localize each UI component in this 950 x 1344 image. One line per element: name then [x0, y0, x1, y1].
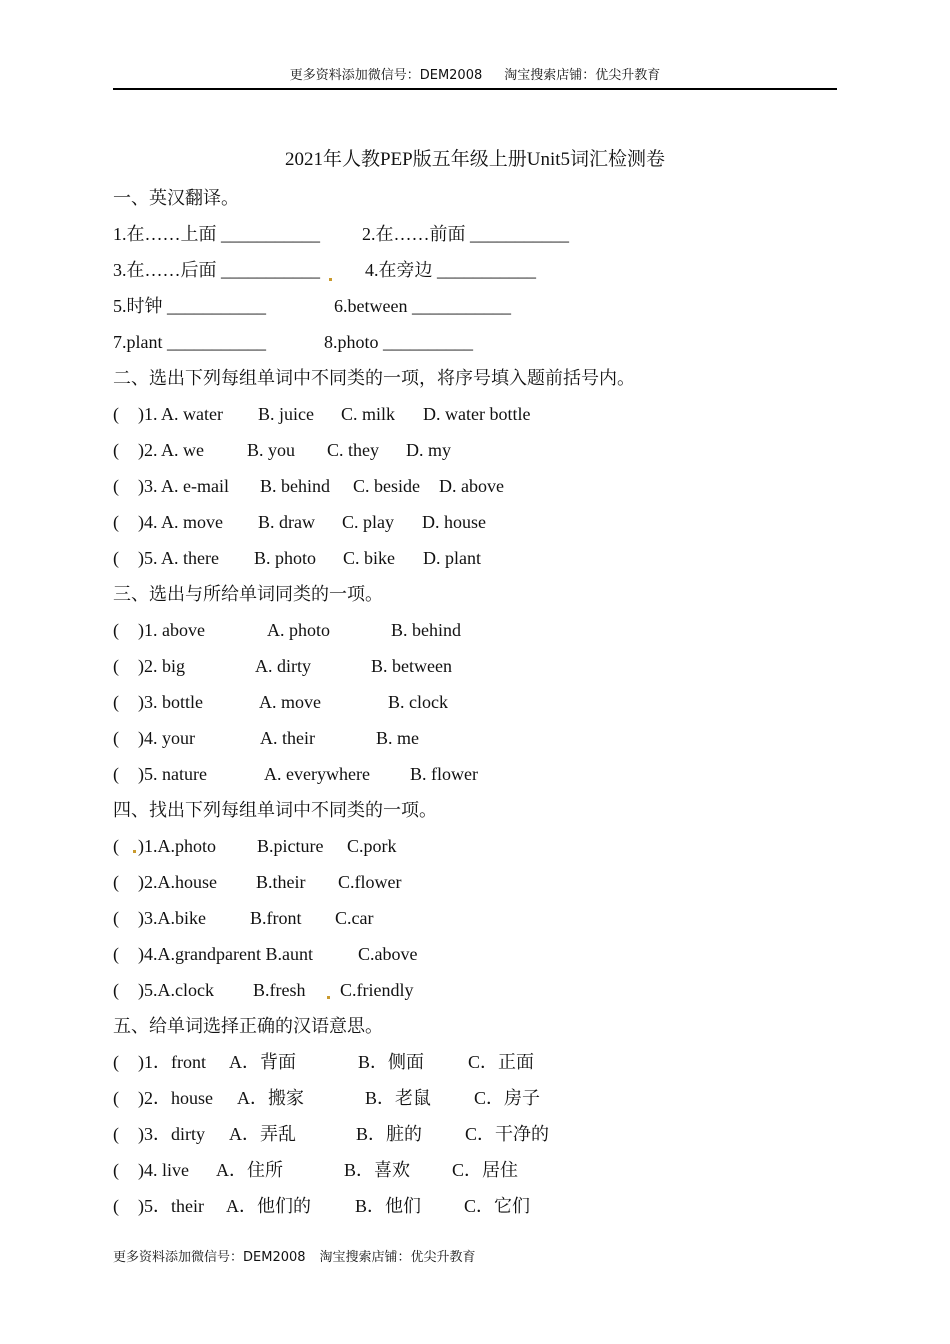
option-b: B. between [371, 656, 452, 676]
question-stem: )5. nature [138, 764, 207, 784]
answer-bracket: ( [113, 908, 119, 928]
option-b: B．老鼠 [365, 1088, 432, 1108]
question-stem: )4. live [138, 1160, 189, 1180]
option-b: B.fresh [253, 980, 306, 1000]
option-d: D. house [422, 512, 486, 532]
option-a: A. their [260, 728, 315, 748]
s1-item: 1.在……上面 ___________ [113, 224, 320, 244]
section-3-heading: 三、选出与所给单词同类的一项。 [113, 584, 383, 604]
option-a: A. everywhere [264, 764, 370, 784]
option-c: C．居住 [452, 1160, 519, 1180]
option-b: B.front [250, 908, 302, 928]
s1-item: 5.时钟 ___________ [113, 296, 266, 316]
s1-row-4 [113, 328, 837, 364]
option-b: B. draw [258, 512, 315, 532]
question-stem: )5. A. there [138, 548, 219, 568]
question-stem: )5.A.clock [138, 980, 214, 1000]
question-stem: )2.A.house [138, 872, 217, 892]
option-d: D. above [439, 476, 504, 496]
worksheet-body [113, 184, 837, 1228]
option-a: A．弄乱 [229, 1124, 296, 1144]
s2-row-5 [113, 544, 837, 580]
s1-item: 4.在旁边 ___________ [365, 260, 536, 280]
s2-row-4 [113, 508, 837, 544]
answer-bracket: ( [113, 692, 119, 712]
option-b: B. you [247, 440, 296, 460]
s5-row-2 [113, 1084, 837, 1120]
option-b: B. clock [388, 692, 448, 712]
option-b: B. me [376, 728, 419, 748]
s3-row-3 [113, 688, 837, 724]
question-stem: )4.A.grandparent B.aunt [138, 944, 313, 964]
s5-row-1 [113, 1048, 837, 1084]
s3-row-5 [113, 760, 837, 796]
ink-speck [329, 278, 332, 281]
header-wechat: 更多资料添加微信号：DEM2008 [289, 68, 483, 83]
option-c: C．房子 [474, 1088, 541, 1108]
answer-bracket: ( [113, 548, 119, 568]
answer-bracket: ( [113, 872, 119, 892]
option-c: C. play [342, 512, 394, 532]
answer-bracket: ( [113, 836, 119, 856]
s3-row-4 [113, 724, 837, 760]
answer-bracket: ( [113, 980, 119, 1000]
option-c: C. milk [341, 404, 396, 424]
answer-bracket: ( [113, 1088, 119, 1108]
s4-row-3 [113, 904, 837, 940]
option-a: A．他们的 [226, 1196, 311, 1216]
footer-wechat: 更多资料添加微信号：DEM2008 [113, 1250, 306, 1265]
answer-bracket: ( [113, 512, 119, 532]
question-stem: )1.A.photo [138, 836, 216, 856]
answer-bracket: ( [113, 944, 119, 964]
answer-bracket: ( [113, 1124, 119, 1144]
footer-shop: 淘宝搜索店铺：优尖升教育 [319, 1250, 476, 1265]
s2-row-1 [113, 400, 837, 436]
question-stem: )3. bottle [138, 692, 203, 712]
ink-speck [327, 996, 330, 999]
section-5-heading: 五、给单词选择正确的汉语意思。 [113, 1016, 383, 1036]
s4-row-5 [113, 976, 837, 1012]
option-c: C.friendly [340, 980, 414, 1000]
option-b: B．他们 [355, 1196, 422, 1216]
s3-row-2 [113, 652, 837, 688]
s1-item: 2.在……前面 ___________ [362, 224, 569, 244]
option-b: B. photo [254, 548, 317, 568]
option-c: C.flower [338, 872, 402, 892]
option-a: A．搬家 [237, 1088, 304, 1108]
section-2-heading: 二、选出下列每组单词中不同类的一项，将序号填入题前括号内。 [113, 368, 635, 388]
answer-bracket: ( [113, 1052, 119, 1072]
question-stem: )2. big [138, 656, 185, 676]
question-stem: )3. A. e-mail [138, 476, 229, 496]
option-a: A．背面 [229, 1052, 296, 1072]
option-c: C.car [335, 908, 374, 928]
option-b: B.picture [257, 836, 324, 856]
question-stem: )1. above [138, 620, 205, 640]
question-stem: )1．front [138, 1052, 206, 1072]
answer-bracket: ( [113, 1160, 119, 1180]
s4-row-1 [113, 832, 837, 868]
s1-row-2 [113, 256, 837, 292]
option-b: B．喜欢 [344, 1160, 411, 1180]
option-c: C.pork [347, 836, 397, 856]
s1-row-3 [113, 292, 837, 328]
question-stem: )1. A. water [138, 404, 223, 424]
option-c: C. beside [353, 476, 420, 496]
s5-row-4 [113, 1156, 837, 1192]
question-stem: )2．house [138, 1088, 213, 1108]
option-d: D. plant [423, 548, 481, 568]
option-b: B. juice [258, 404, 314, 424]
option-a: A. move [259, 692, 321, 712]
section-1-heading: 一、英汉翻译。 [113, 188, 239, 208]
page-header [113, 66, 837, 90]
question-stem: )3.A.bike [138, 908, 206, 928]
page-footer [113, 1246, 476, 1265]
s5-row-3 [113, 1120, 837, 1156]
ink-speck [133, 850, 136, 853]
option-b: B. flower [410, 764, 478, 784]
s3-row-1 [113, 616, 837, 652]
option-a: A. dirty [255, 656, 311, 676]
answer-bracket: ( [113, 728, 119, 748]
question-stem: )2. A. we [138, 440, 204, 460]
option-c: C. bike [343, 548, 395, 568]
header-shop: 淘宝搜索店铺：优尖升教育 [504, 68, 661, 83]
option-b: B．脏的 [356, 1124, 423, 1144]
s1-item: 6.between ___________ [334, 296, 511, 316]
section-4-heading: 四、找出下列每组单词中不同类的一项。 [113, 800, 437, 820]
s1-item: 7.plant ___________ [113, 332, 266, 352]
answer-bracket: ( [113, 764, 119, 784]
page-title: 2021年人教PEP版五年级上册Unit5词汇检测卷 [284, 149, 666, 170]
question-stem: )5．their [138, 1196, 204, 1216]
option-d: D. my [406, 440, 451, 460]
answer-bracket: ( [113, 1196, 119, 1216]
s2-row-3 [113, 472, 837, 508]
s1-item: 8.photo __________ [324, 332, 474, 352]
option-b: B.their [256, 872, 306, 892]
answer-bracket: ( [113, 404, 119, 424]
option-c: C.above [358, 944, 418, 964]
option-c: C. they [327, 440, 379, 460]
s4-row-4 [113, 940, 837, 976]
s2-row-2 [113, 436, 837, 472]
option-a: A. photo [267, 620, 330, 640]
s1-item: 3.在……后面 ___________ [113, 260, 320, 280]
answer-bracket: ( [113, 440, 119, 460]
option-c: C．正面 [468, 1052, 535, 1072]
s1-row-1 [113, 220, 837, 256]
s4-row-2 [113, 868, 837, 904]
option-b: B. behind [391, 620, 461, 640]
option-a: A．住所 [216, 1160, 283, 1180]
option-c: C．干净的 [465, 1124, 550, 1144]
question-stem: )3．dirty [138, 1124, 205, 1144]
answer-bracket: ( [113, 620, 119, 640]
answer-bracket: ( [113, 476, 119, 496]
option-d: D. water bottle [423, 404, 531, 424]
question-stem: )4. your [138, 728, 195, 748]
option-c: C．它们 [464, 1196, 531, 1216]
question-stem: )4. A. move [138, 512, 223, 532]
option-b: B. behind [260, 476, 330, 496]
option-b: B．侧面 [358, 1052, 425, 1072]
s5-row-5 [113, 1192, 837, 1228]
answer-bracket: ( [113, 656, 119, 676]
